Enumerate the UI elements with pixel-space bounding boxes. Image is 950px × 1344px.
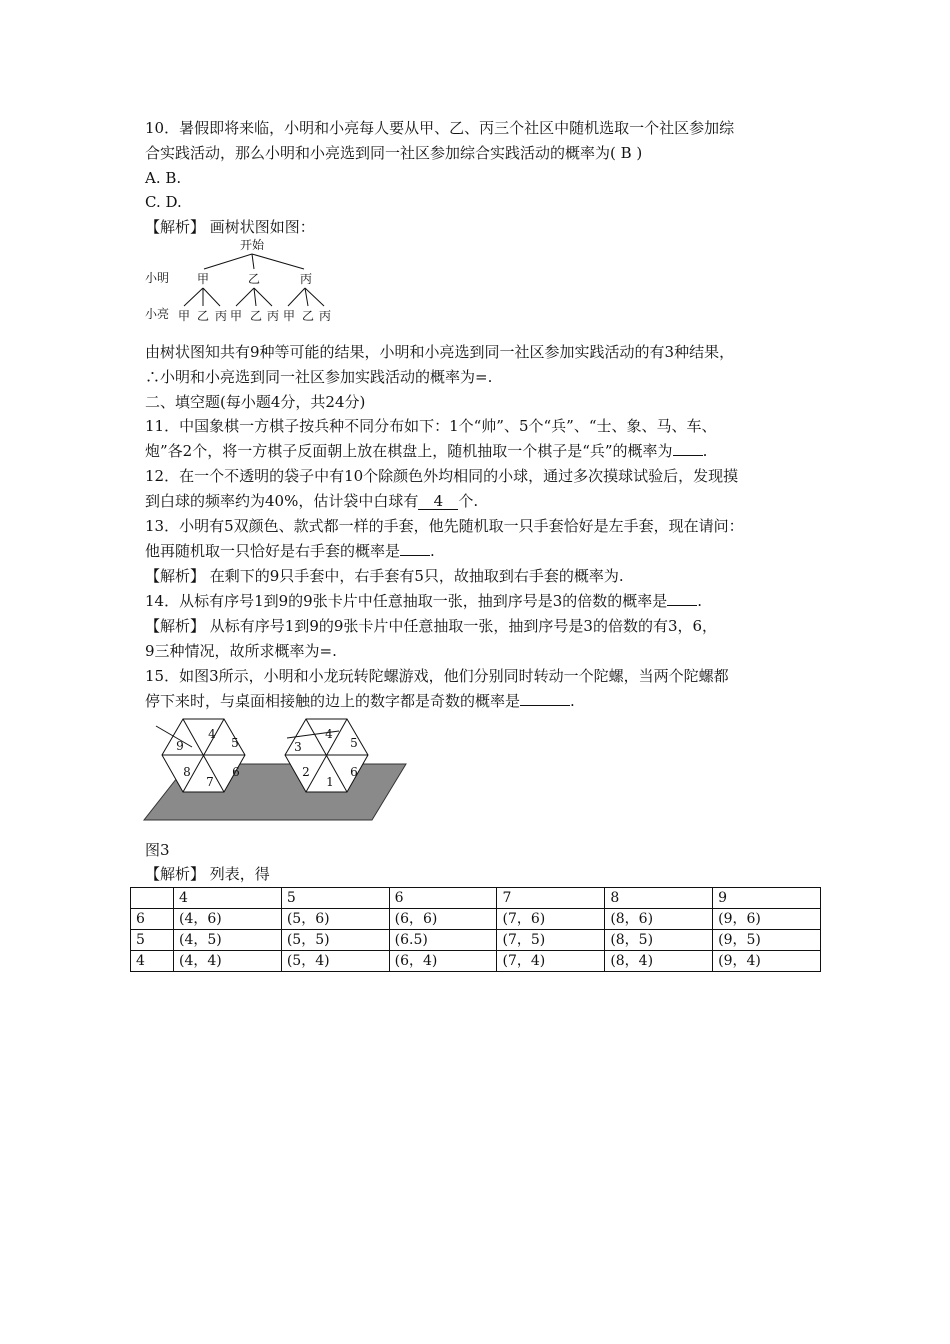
table-cell: (6.5) [389,930,497,951]
tree-node-l2: 甲 [282,309,296,323]
q14-line-1 [145,591,702,611]
q11-line-2 [145,441,707,461]
left-bottom-num: 7 [206,775,214,789]
q13-end: . [430,542,435,560]
q10-analysis: 【解析】 画树状图如图： [145,218,315,236]
q13-line-1: 13．小明有5双颜色、款式都一样的手套，他先随机取一只手套恰好是左手套，现在请问： [145,517,744,535]
table-cell: (4，4) [174,951,282,972]
table-cell: (9，4) [713,951,821,972]
left-top-num: 9 [176,739,184,753]
q15-line-2 [145,691,575,711]
table-cell: (9，5) [713,930,821,951]
tree-node-l2: 丙 [266,309,280,323]
table-cell: (4，6) [174,909,282,930]
right-top-num: 3 [294,740,302,754]
table-header-cell: 9 [713,888,821,909]
tree-node-l2: 乙 [301,309,315,323]
right-bottom-num: 1 [326,775,334,789]
tree-node-l2: 甲 [229,309,243,323]
q11-answer-blank[interactable] [673,455,703,456]
q12-end: 个. [458,492,479,510]
q10-conclusion-1: 由树状图知共有9种等可能的结果，小明和小亮选到同一社区参加实践活动的有3种结果， [145,343,735,361]
q15-text: 停下来时，与桌面相接触的边上的数字都是奇数的概率是 [145,692,521,710]
table-header-cell [131,888,174,909]
q10-line-1: 10．暑假即将来临，小明和小亮每人要从甲、乙、丙三个社区中随机选取一个社区参加综 [145,119,735,137]
figure-caption: 图3 [145,841,170,859]
q15-line-1: 15．如图3所示，小明和小龙玩转陀螺游戏，他们分别同时转动一个陀螺，当两个陀螺都 [145,667,729,685]
table-cell: (6，4) [389,951,497,972]
q10-options-ab: A. B. [145,169,182,187]
q11-text: 炮”各2个，将一方棋子反面朝上放在棋盘上，随机抽取一个棋子是“兵”的概率为 [145,442,673,460]
table-cell: (8，5) [605,930,713,951]
q15-analysis: 【解析】 列表，得 [145,865,270,883]
q13-answer-blank[interactable] [400,555,430,556]
tree-node-l2: 甲 [177,309,191,323]
table-cell: (8，4) [605,951,713,972]
table-header-cell: 5 [281,888,389,909]
q14-analysis-2: 9三种情况，故所求概率为=. [145,642,337,660]
q12-answer-blank[interactable]: 4 [418,493,458,510]
q15-end: . [570,692,575,710]
q12-text: 到白球的频率约为40%，估计袋中白球有 [145,492,419,510]
right-bottom-num: 2 [302,765,310,779]
table-cell: 5 [131,930,174,951]
table-header-cell: 4 [174,888,282,909]
tree-node-l1: 丙 [299,272,313,286]
table-cell: (7，6) [497,909,605,930]
right-top-num: 4 [325,727,333,741]
table-cell: (5，6) [281,909,389,930]
table-cell: 4 [131,951,174,972]
tree-node-l2: 丙 [318,309,332,323]
table-cell: (9，6) [713,909,821,930]
tree-root: 开始 [239,238,265,252]
q15-answer-blank[interactable] [520,705,570,706]
table-cell: (6，6) [389,909,497,930]
tree-node-l2: 丙 [214,309,228,323]
table-cell: 6 [131,909,174,930]
q11-end: . [702,442,708,460]
left-bottom-num: 8 [183,765,191,779]
right-bottom-num: 6 [350,765,358,779]
tree-level1-label: 小明 [145,271,170,285]
q14-answer-blank[interactable] [667,605,697,606]
q14-end: . [697,592,703,610]
table-row [131,909,821,930]
q12-line-1: 12．在一个不透明的袋子中有10个除颜色外均相同的小球，通过多次摸球试验后，发现摸 [145,467,739,485]
table-cell: (7，5) [497,930,605,951]
tree-node-l1: 乙 [247,272,261,286]
table-cell: (4，5) [174,930,282,951]
figure-3-tops [140,714,412,824]
table-header-cell: 8 [605,888,713,909]
q14-analysis-1: 【解析】 从标有序号1到9的9张卡片中任意抽取一张，抽到序号是3的倍数的有3，6， [145,617,718,635]
q10-options-cd: C. D. [145,193,182,211]
left-top-num: 5 [231,736,239,750]
table-cell: (8，6) [605,909,713,930]
tree-node-l1: 甲 [196,272,210,286]
left-bottom-num: 6 [232,765,240,779]
outcome-table [130,887,821,972]
tree-node-l2: 乙 [249,309,263,323]
table-cell: (7，4) [497,951,605,972]
right-top-num: 5 [350,736,358,750]
q10-line-2: 合实践活动，那么小明和小亮选到同一社区参加综合实践活动的概率为( B ) [145,144,643,162]
table-header-cell: 7 [497,888,605,909]
section-heading: 二、填空题(每小题4分，共24分) [145,393,366,411]
table-header-row [131,888,821,909]
table-row [131,930,821,951]
q13-analysis: 【解析】 在剩下的9只手套中，右手套有5只，故抽取到右手套的概率为. [145,567,624,585]
left-top-num: 4 [208,727,216,741]
table-cell: (5，5) [281,930,389,951]
q11-line-1: 11．中国象棋一方棋子按兵种不同分布如下：1个“帅”、5个“兵”、“士、象、马、车、 [145,417,717,435]
table-row [131,951,821,972]
table-cell: (5，4) [281,951,389,972]
table-header-cell: 6 [389,888,497,909]
q12-line-2 [145,491,478,511]
q14-text: 14．从标有序号1到9的9张卡片中任意抽取一张，抽到序号是3的倍数的概率是 [145,592,668,610]
q13-line-2 [145,541,435,561]
tree-level2-label: 小亮 [145,307,170,321]
tree-diagram [140,236,340,328]
q13-text: 他再随机取一只恰好是右手套的概率是 [145,542,401,560]
tree-node-l2: 乙 [196,309,210,323]
q10-conclusion-2: ∴小明和小亮选到同一社区参加实践活动的概率为=. [145,368,493,386]
